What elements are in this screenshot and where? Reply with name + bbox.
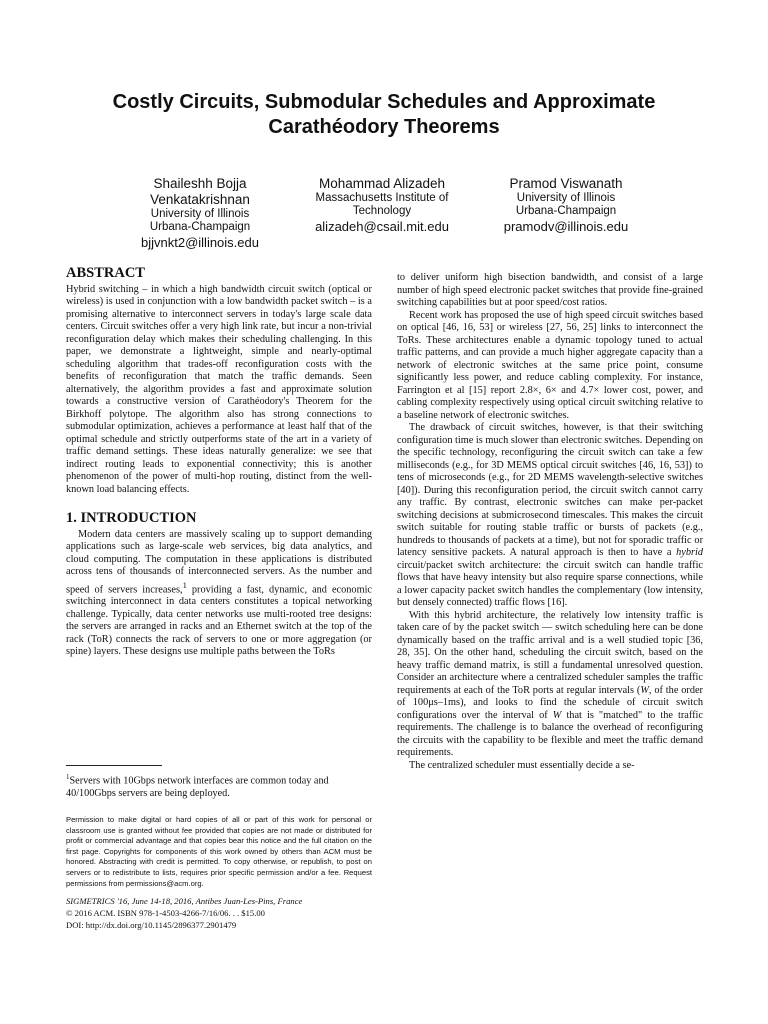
paragraph: With this hybrid architecture, the relatively low intensity traffic is taken care of by the packet switch — switch scheduling here can be done dynamically based on the traffic arrival and is a well studied topic [36, 28, 35]. On the other hand, scheduling the circuit switch, based on the heavy traffic demand matrix, is still a fundamental unresolved question. Consider an architecture where a centralized scheduler samples the traffic requirements at each of the ToR ports at regular intervals (W, of the order of 100μs–1ms), and looks to find the schedule of circuit switch configurations over the interval of W that is "matched" to the traffic requirements. The challenge is to balance the overhead of reconfiguring the circuits with the capability to be flexible and meet the traffic demand requirements. [397, 609, 703, 758]
author-block-1 [110, 176, 290, 251]
author-affiliation-cont: Technology [352, 205, 412, 217]
author-affiliation-cont: Urbana-Champaign [149, 221, 251, 233]
conference-info: SIGMETRICS '16, June 14-18, 2016, Antibes Juan-Les-Pins, France [66, 896, 303, 906]
footnote [66, 771, 372, 800]
author-affiliation: University of Illinois [150, 208, 250, 220]
author-name-cont: Venkatakrishnan [150, 192, 250, 207]
footnote-number: 1 [66, 773, 70, 781]
paper-title [40, 90, 728, 140]
abstract-text: Hybrid switching – in which a high bandwidth circuit switch (optical or wireless) is used in conjunction with a low bandwidth packet switch – is a promising alternative to interconnect servers in today's large scale data centers. Circuit switches offer a very high link rate, but incur a non-trivial reconfiguration delay which makes their scheduling challenging. In this paper, we demonstrate a lightweight, simple and nearly-optimal scheduling algorithm that trades-off reconfiguration costs with the benefits of reconfiguration that match the traffic demands. Seen alternatively, the algorithm provides a fast and approximate solution towards a constructive version of Carathéodory's Theorem for the Birkhoff polytope. The algorithm also has strong connections to submodular optimization, achieves a performance at least half that of the optimal schedule and strictly outperforms state of the art in a variety of traffic demand settings. These ideas naturally generalize: we see that indirect routing leads to exponential connectivity; this is another phenomenon of the power of multi-hop routing, distinct from the well-known load balancing effects. [66, 283, 372, 495]
doi-line: DOI: http://dx.doi.org/10.1145/2896377.2901479 [66, 920, 237, 930]
author-affiliation-cont: Urbana-Champaign [515, 205, 617, 217]
footnote-rule [66, 765, 162, 766]
author-name: Shaileshh Bojja [153, 176, 247, 191]
footnote-marker: 1 [182, 579, 187, 590]
author-email: alizadeh@csail.mit.edu [315, 219, 449, 234]
author-name: Pramod Viswanath [509, 176, 623, 191]
left-column [66, 267, 372, 659]
author-email: pramodv@illinois.edu [503, 219, 629, 234]
author-block-3 [476, 176, 656, 235]
title-line-2: Carathéodory Theorems [268, 116, 500, 138]
author-email: bjjvnkt2@illinois.edu [141, 235, 259, 250]
author-affiliation: University of Illinois [516, 192, 616, 204]
paragraph: The drawback of circuit switches, however, is that their switching configuration time is much slower than electronic switches. Depending on the specific technology, reconfiguring the circuit switch can take a few milliseconds (e.g., for 3D MEMS optical circuit switches [46, 16, 53]) to tens of microseconds (e.g., for 2D MEMS wavelength-selective switches [40]). During this reconfiguration period, the circuit switch cannot carry any traffic. By contrast, electronic switches can make per-packet switching decisions at submicrosecond timescales. This makes the circuit switch suitable for routing stable traffic or bursts of packets (e.g., hundreds to thousands of packets at a time), but not for sporadic traffic or latency sensitive packets. A natural approach is then to have a hybrid circuit/packet switch architecture: the circuit switch can handle traffic flows that have heavy intensity but also require sparse connections, while a lower capacity packet switch handles the complementary (low intensity, but densely connected) traffic flows [16]. [397, 422, 703, 608]
intro-paragraph: Modern data centers are massively scaling up to support demanding applications such as large-scale web services, big data analytics, and cloud computing. The computation in these applications is distributed across tens of thousands of interconnected servers. As the number and speed of servers increases,$^1$ providing a fast, dynamic, and economic switching interconnect in data centers constitutes a topical networking challenge. Typically, data center networks use multi-rooted tree designs: the servers are arranged in racks and an Ethernet switch at the top of the rack (ToR) connects the rack of servers to one or more aggregation (or spine) layers. These designs use multiple paths between the ToRs [66, 528, 373, 658]
right-column [397, 272, 703, 772]
permission-notice: Permission to make digital or hard copies of all or part of this work for personal or classroom use is granted without fee provided that copies are not made or distributed for profit or commercial advantage and that copies bear this notice and the full citation on the first page. Copyrights for components of this work owned by others than ACM must be honored. Abstracting with credit is permitted. To copy otherwise, or republish, to post on servers or to redistribute to lists, requires prior specific permission and/or a fee. Request permissions from permissions@acm.org. [66, 815, 372, 888]
abstract-heading: ABSTRACT [66, 265, 145, 281]
copyright-line: © 2016 ACM. ISBN 978-1-4503-4266-7/16/06. . . $15.00 [66, 908, 265, 918]
paragraph: to deliver uniform high bisection bandwidth, and consist of a large number of high speed electronic packet switches that provide fine-grained switching capabilities but at poor speed/cost ratios. [397, 272, 703, 308]
footnote-text: Servers with 10Gbps network interfaces are common today and 40/100Gbps servers are being deployed. [66, 775, 329, 799]
introduction-heading: 1. INTRODUCTION [66, 510, 197, 526]
paragraph: The centralized scheduler must essentially decide a se- [409, 759, 635, 771]
author-affiliation: Massachusetts Institute of [315, 192, 449, 204]
author-block-2 [292, 176, 472, 235]
author-name: Mohammad Alizadeh [318, 176, 446, 191]
paragraph: Recent work has proposed the use of high speed circuit switches based on optical [46, 16, 53] or wireless [27, 56, 25] links to interconnect the ToRs. These architectures enable a dynamic topology tuned to actual traffic patterns, and can provide a much higher aggregate capacity than a network of electronic switches at the same price point, consume significantly less power, and reduce cabling complexity. For instance, Farrington et al [15] report 2.8×, 6× and 4.7× lower cost, power, and cabling complexity respectively using optical circuit switching relative to a baseline network of electronic switches. [397, 309, 703, 421]
title-line-1: Costly Circuits, Submodular Schedules and Approximate [112, 91, 656, 113]
